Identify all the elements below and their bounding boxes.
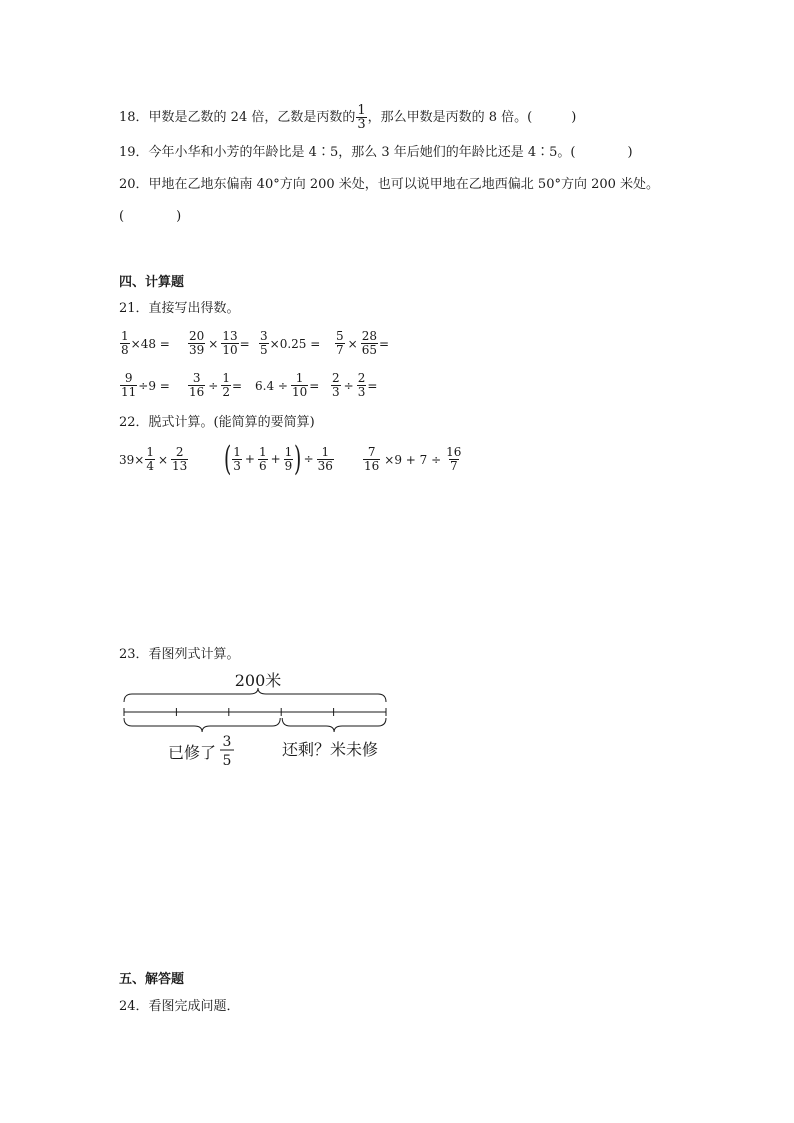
repaired-label: 已修了 — [168, 743, 217, 762]
repaired-brace — [124, 718, 280, 732]
calc-1-2: $\frac{20}{39}$ × $\frac{13}{10}$ = — [189, 329, 250, 357]
question-19: 19．今年小华和小芳的年龄比是 4∶5，那么 3 年后她们的年龄比还是 4∶5。( ) — [119, 145, 633, 160]
section-5-heading: 五、解答题 — [119, 972, 185, 987]
question-20-answer-paren: ( ) — [119, 209, 182, 224]
section-4-heading: 四、计算题 — [119, 275, 185, 290]
remaining-label: 还剩？米未修 — [282, 740, 379, 759]
question-18: 18．甲数是乙数的 24 倍，乙数是丙数的 $\frac{1}{3}$ ，那么甲数是丙数的 8 倍。( ) — [119, 103, 577, 132]
fraction: $\frac{1}{3}$ — [357, 103, 366, 132]
segment-diagram — [110, 664, 400, 784]
total-length-label: 200米 — [234, 671, 282, 690]
question-20-line1: 20．甲地在乙地东偏南 40°方向 200 米处，也可以说甲地在乙地西偏北 50°方向 200 米处。 — [119, 177, 660, 192]
repaired-fraction-denominator: 5 — [222, 753, 232, 769]
calc-2-2: $\frac{3}{16}$ ÷ $\frac{1}{2}$ = — [189, 371, 243, 399]
calc-1-1: $\frac{1}{8}$ ×48 = — [121, 329, 170, 357]
question-23: 23．看图列式计算。 — [119, 647, 240, 662]
question-24: 24．看图完成问题． — [119, 999, 240, 1014]
calc-1-3: $\frac{3}{5}$ ×0.25 = — [260, 329, 321, 357]
expression-22-2: ( $\frac{1}{3}$ + $\frac{1}{6}$ + $\frac{1}{9}$ ) ÷ $\frac{1}{36}$ — [223, 439, 333, 479]
calc-2-3: 6.4 ÷ $\frac{1}{10}$ = — [255, 371, 320, 399]
expression-22-1: 39× $\frac{1}{4}$ × $\frac{2}{13}$ — [119, 445, 188, 473]
remaining-brace — [282, 718, 386, 732]
repaired-fraction-numerator: 3 — [222, 734, 232, 750]
total-brace — [124, 688, 386, 702]
calc-2-1: $\frac{9}{11}$ ÷9 = — [121, 371, 170, 399]
expression-22-3: $\frac{7}{16}$ ×9 + 7 ÷ $\frac{16}{7}$ — [364, 445, 462, 473]
calc-2-4: $\frac{2}{3}$ ÷ $\frac{2}{3}$ = — [332, 371, 378, 399]
calc-1-4: $\frac{5}{7}$ × $\frac{28}{65}$ = — [336, 329, 390, 357]
question-21: 21．直接写出得数。 — [119, 301, 240, 316]
question-22: 22．脱式计算。(能简算的要简算) — [119, 415, 315, 430]
